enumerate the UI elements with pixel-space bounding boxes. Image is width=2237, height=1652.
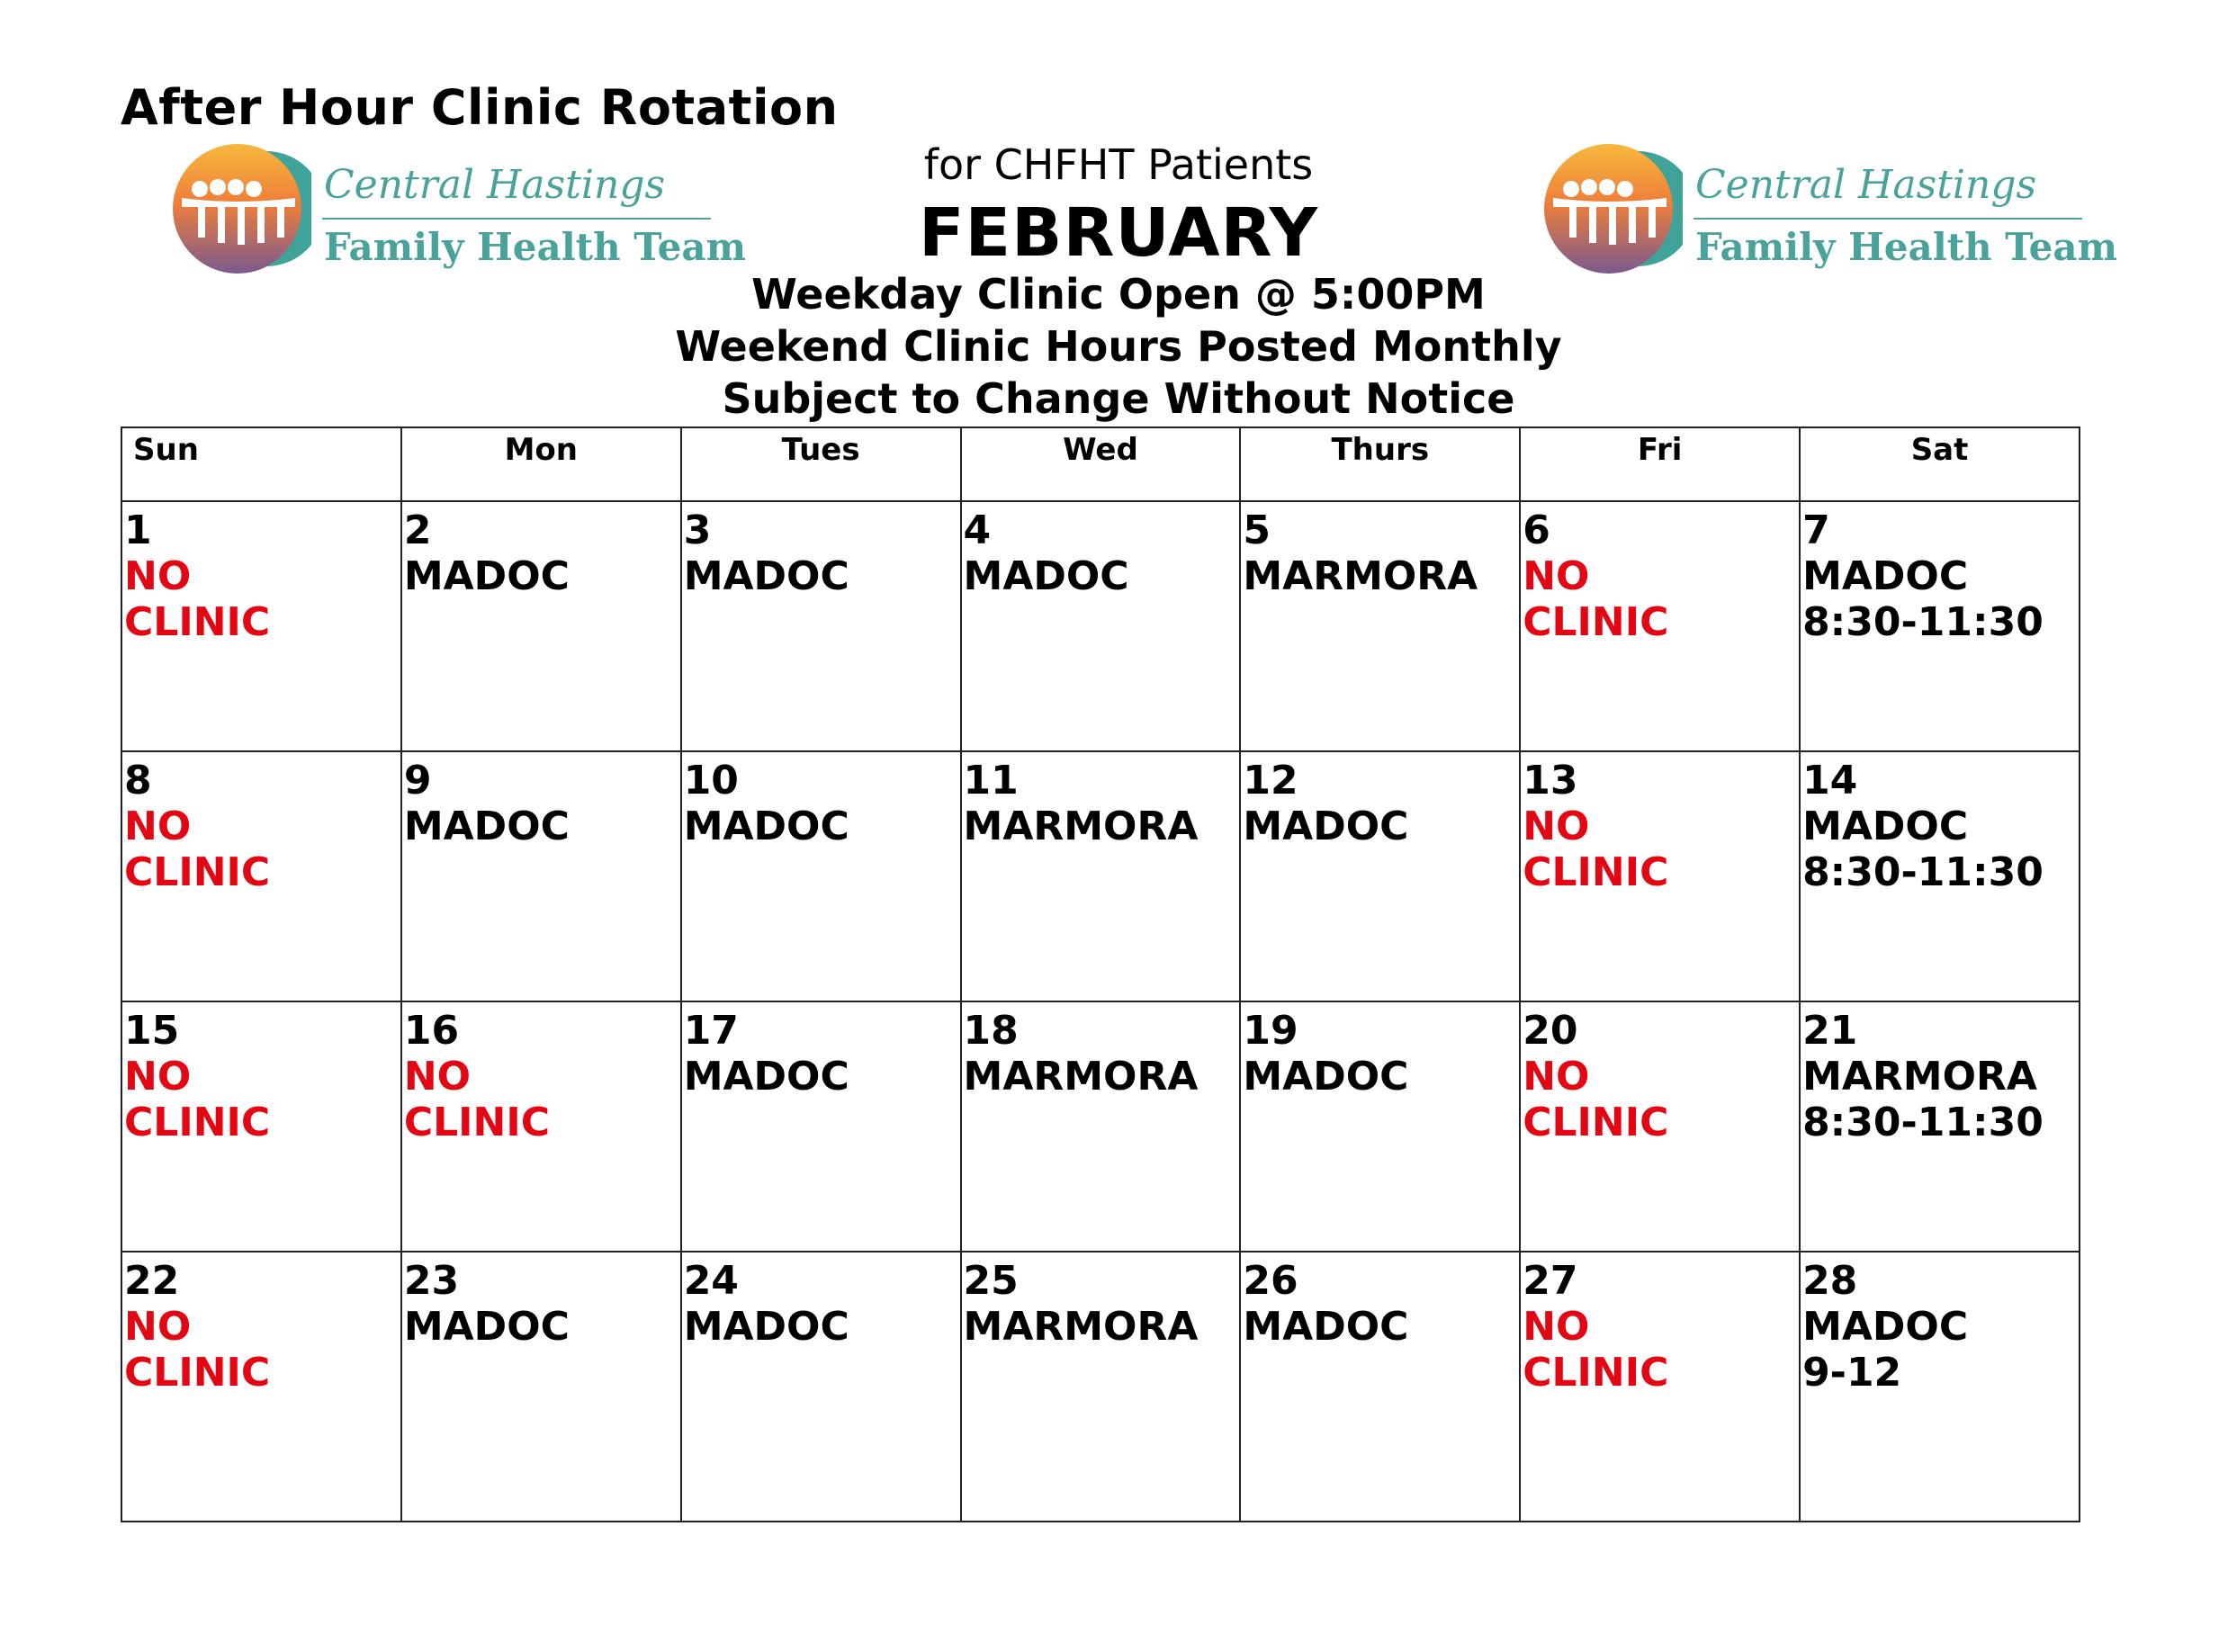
subtitle: for CHFHT Patients xyxy=(923,140,1314,189)
day-number: 23 xyxy=(403,1258,460,1304)
day-header-mon: Mon xyxy=(401,427,681,501)
day-content xyxy=(962,1002,1240,1100)
clinic-location: MADOC xyxy=(683,553,849,599)
day-content xyxy=(1241,752,1519,849)
day-content xyxy=(1801,752,2079,895)
calendar-day-cell xyxy=(1800,1001,2080,1252)
day-content xyxy=(682,752,960,849)
calendar-day-cell xyxy=(1520,751,1800,1001)
day-content xyxy=(1241,1252,1519,1350)
day-content xyxy=(1241,1002,1519,1100)
day-content xyxy=(122,752,400,895)
calendar-day-cell xyxy=(401,501,681,751)
day-number: 13 xyxy=(1523,758,1578,804)
clinic-hours: 9-12 xyxy=(1802,1350,1902,1396)
calendar-week-row xyxy=(121,1252,2080,1522)
clinic-location: MADOC xyxy=(1802,553,1969,599)
clinic-location: MADOC xyxy=(683,1304,849,1350)
calendar-day-cell xyxy=(401,1001,681,1252)
day-number: 20 xyxy=(1523,1008,1578,1054)
calendar-day-cell xyxy=(1800,501,2080,751)
calendar-day-cell xyxy=(1520,501,1800,751)
calendar-day-cell xyxy=(681,751,961,1001)
no-clinic-label: CLINIC xyxy=(124,849,271,895)
day-content xyxy=(1241,502,1519,599)
day-number: 8 xyxy=(124,758,152,804)
clinic-location: MADOC xyxy=(683,1054,849,1100)
calendar-day-cell xyxy=(401,751,681,1001)
no-clinic-label: CLINIC xyxy=(124,1350,271,1396)
logo-line-family-health-team: Family Health Team xyxy=(1695,225,2118,269)
day-content xyxy=(1521,1002,1799,1145)
clinic-location: MADOC xyxy=(1243,804,1409,849)
no-clinic-label: CLINIC xyxy=(1523,1100,1669,1145)
calendar-day-cell xyxy=(1240,751,1520,1001)
calendar-week-row xyxy=(121,1001,2080,1252)
no-clinic-label: CLINIC xyxy=(124,599,271,645)
day-number: 26 xyxy=(1243,1258,1298,1304)
calendar-week-row xyxy=(121,751,2080,1001)
logo-line-central-hastings: Central Hastings xyxy=(1695,162,2037,208)
clinic-location: MADOC xyxy=(403,1304,570,1350)
day-content xyxy=(402,502,680,599)
day-content xyxy=(122,1252,400,1396)
day-header-tues: Tues xyxy=(681,427,961,501)
day-content xyxy=(1521,752,1799,895)
calendar-day-cell xyxy=(1240,1252,1520,1522)
clinic-hours: 8:30-11:30 xyxy=(1802,849,2044,895)
calendar-day-cell xyxy=(121,1001,401,1252)
no-clinic-label: NO xyxy=(403,1054,472,1100)
calendar-day-cell xyxy=(961,1001,1241,1252)
calendar-day-cell xyxy=(961,1252,1241,1522)
clinic-location: MADOC xyxy=(1243,1304,1409,1350)
no-clinic-label: NO xyxy=(124,1304,192,1350)
day-number: 1 xyxy=(124,507,152,553)
clinic-location: MADOC xyxy=(963,553,1129,599)
day-number: 11 xyxy=(963,758,1019,804)
day-content xyxy=(682,1002,960,1100)
day-content xyxy=(962,502,1240,599)
no-clinic-label: CLINIC xyxy=(1523,1350,1669,1396)
calendar-table xyxy=(121,426,2080,1522)
clinic-location: MARMORA xyxy=(1802,1054,2037,1100)
clinic-location: MADOC xyxy=(1802,804,1969,849)
calendar-day-cell xyxy=(1800,1252,2080,1522)
clinic-hours: 8:30-11:30 xyxy=(1802,599,2044,645)
day-number: 18 xyxy=(963,1008,1019,1054)
day-number: 12 xyxy=(1243,758,1298,804)
calendar-day-cell xyxy=(1520,1252,1800,1522)
day-content xyxy=(122,1002,400,1145)
day-content xyxy=(962,752,1240,849)
day-number: 21 xyxy=(1802,1008,1858,1054)
no-clinic-label: NO xyxy=(1523,1304,1590,1350)
clinic-location: MADOC xyxy=(683,804,849,849)
day-number: 16 xyxy=(403,1008,460,1054)
day-number: 15 xyxy=(124,1008,180,1054)
day-content xyxy=(682,502,960,599)
calendar-day-cell xyxy=(121,501,401,751)
day-header-thurs: Thurs xyxy=(1240,427,1520,501)
notice-subject-to-change: Subject to Change Without Notice xyxy=(722,374,1515,423)
calendar-day-cell xyxy=(681,1252,961,1522)
notice-weekend-hours: Weekend Clinic Hours Posted Monthly xyxy=(675,322,1562,371)
clinic-hours: 8:30-11:30 xyxy=(1802,1100,2044,1145)
day-content xyxy=(1521,502,1799,645)
day-header-fri: Fri xyxy=(1520,427,1800,501)
no-clinic-label: CLINIC xyxy=(124,1100,271,1145)
day-number: 24 xyxy=(683,1258,739,1304)
clinic-location: MARMORA xyxy=(963,804,1199,849)
calendar-week-row xyxy=(121,501,2080,751)
day-header-sun: Sun xyxy=(121,427,401,501)
day-number: 3 xyxy=(683,507,712,553)
no-clinic-label: NO xyxy=(1523,804,1590,849)
day-number: 9 xyxy=(403,758,432,804)
day-number: 22 xyxy=(124,1258,180,1304)
page-title: After Hour Clinic Rotation xyxy=(121,79,839,136)
day-content xyxy=(402,1002,680,1145)
calendar-day-cell xyxy=(681,1001,961,1252)
day-number: 25 xyxy=(963,1258,1019,1304)
calendar-day-cell xyxy=(401,1252,681,1522)
clinic-location: MARMORA xyxy=(963,1054,1199,1100)
day-content xyxy=(682,1252,960,1350)
calendar-day-cell xyxy=(681,501,961,751)
day-content xyxy=(402,1252,680,1350)
no-clinic-label: CLINIC xyxy=(403,1100,551,1145)
day-number: 2 xyxy=(403,507,432,553)
clinic-location: MARMORA xyxy=(963,1304,1199,1350)
clinic-location: MADOC xyxy=(1802,1304,1969,1350)
calendar-day-cell xyxy=(1520,1001,1800,1252)
no-clinic-label: NO xyxy=(1523,1054,1590,1100)
no-clinic-label: NO xyxy=(124,1054,192,1100)
logo-line-family-health-team: Family Health Team xyxy=(324,225,747,269)
day-number: 4 xyxy=(963,507,992,553)
calendar-day-cell xyxy=(1240,501,1520,751)
clinic-location: MADOC xyxy=(403,804,570,849)
day-number: 5 xyxy=(1243,507,1271,553)
logo-line-central-hastings: Central Hastings xyxy=(324,162,666,208)
day-number: 14 xyxy=(1802,758,1858,804)
no-clinic-label: NO xyxy=(1523,553,1590,599)
day-content xyxy=(1521,1252,1799,1396)
day-number: 19 xyxy=(1243,1008,1298,1054)
calendar-day-cell xyxy=(1800,751,2080,1001)
calendar-header-row xyxy=(121,427,2080,501)
day-content xyxy=(1801,1002,2079,1145)
day-number: 28 xyxy=(1802,1258,1858,1304)
clinic-location: MADOC xyxy=(1243,1054,1409,1100)
month-heading: FEBRUARY xyxy=(918,194,1319,272)
calendar-day-cell xyxy=(1240,1001,1520,1252)
day-content xyxy=(962,1252,1240,1350)
day-number: 27 xyxy=(1523,1258,1578,1304)
no-clinic-label: NO xyxy=(124,804,192,849)
calendar-day-cell xyxy=(961,501,1241,751)
clinic-location: MADOC xyxy=(403,553,570,599)
no-clinic-label: NO xyxy=(124,553,192,599)
day-number: 10 xyxy=(683,758,739,804)
calendar-day-cell xyxy=(121,1252,401,1522)
calendar-day-cell xyxy=(961,751,1241,1001)
day-header-sat: Sat xyxy=(1800,427,2080,501)
no-clinic-label: CLINIC xyxy=(1523,599,1669,645)
day-header-wed: Wed xyxy=(961,427,1241,501)
day-number: 6 xyxy=(1523,507,1550,553)
day-content xyxy=(1801,502,2079,645)
calendar-day-cell xyxy=(121,751,401,1001)
day-content xyxy=(1801,1252,2079,1396)
day-number: 17 xyxy=(683,1008,739,1054)
notice-weekday-hours: Weekday Clinic Open @ 5:00PM xyxy=(751,270,1486,319)
day-number: 7 xyxy=(1802,507,1830,553)
no-clinic-label: CLINIC xyxy=(1523,849,1669,895)
day-content xyxy=(402,752,680,849)
clinic-location: MARMORA xyxy=(1243,553,1478,599)
day-content xyxy=(122,502,400,645)
